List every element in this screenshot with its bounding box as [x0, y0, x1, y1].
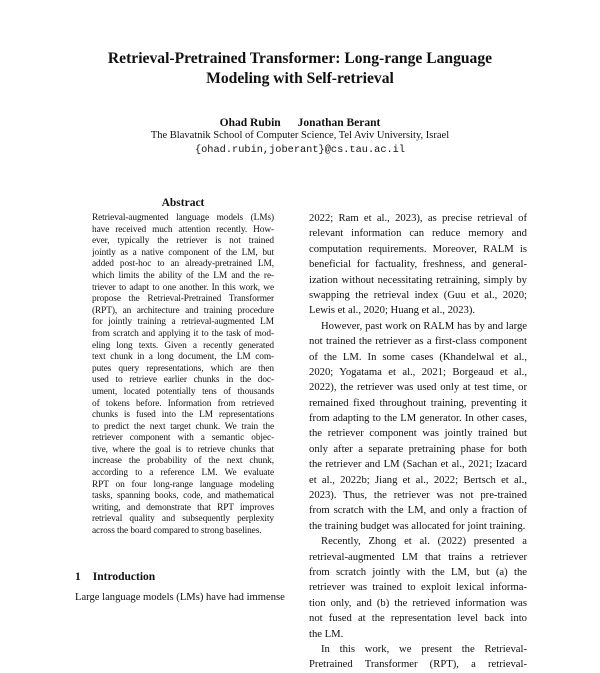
- body-line: beneficial for factuality, freshness, and general-: [309, 259, 527, 271]
- body-line: Lewis et al., 2020; Huang et al., 2023).: [309, 305, 476, 317]
- abstract-line: of tokens before. Information from retrieved: [92, 398, 274, 409]
- abstract-heading: Abstract: [161, 197, 205, 209]
- abstract-line: used to retrieve earlier chunks in the doc-: [92, 375, 274, 386]
- body-line: 2023). Thus, the retriever was not pre-trained: [309, 490, 527, 502]
- abstract-line: putes query representations, which are then: [92, 363, 274, 374]
- body-line: retrieval-augmented LM that trains a retriever: [309, 551, 527, 563]
- body-line: from scratch jointly with the LM, but (a) the: [309, 566, 527, 578]
- abstract-line: writing, and demonstrate that RPT improves: [92, 502, 274, 513]
- body-line: computation requirements. Moreover, RALM is: [309, 243, 527, 255]
- body-line: of the LM. In some cases (Khandelwal et al.,: [309, 351, 527, 363]
- section-number: 1: [75, 571, 81, 583]
- abstract-line: (RPT), an architecture and training procedure: [92, 305, 274, 316]
- body-line: remained fixed throughout training, preventing it: [309, 397, 527, 409]
- abstract-line: for jointly training a retrieval-augmented LM: [92, 317, 274, 328]
- body-line: not fused at the representation level back into: [309, 613, 527, 625]
- affiliation: The Blavatnik School of Computer Science, Tel Aviv University, Israel: [150, 130, 450, 141]
- abstract-line: retriever component with a semantic objec-: [92, 433, 274, 444]
- body-line: from scratch with the LM, and only a fraction of: [309, 505, 527, 517]
- author-name: Jonathan Berant: [297, 117, 381, 129]
- abstract-line: ument, located potentially tens of thousands: [92, 386, 274, 397]
- body-line: the retriever and LM (Sachan et al., 2021; Izacard: [309, 459, 527, 471]
- body-line: 2020; Yogatama et al., 2021; Borgeaud et al.,: [309, 366, 527, 378]
- section-title: Introduction: [92, 571, 156, 583]
- body-line: retriever was trained to exploit lexical informa-: [309, 582, 527, 594]
- abstract-line: have received much attention recently. How-: [92, 224, 274, 235]
- body-line: the training budget was allocated for joint training.: [309, 520, 526, 532]
- body-line: only after a separate pretraining phase for both: [309, 443, 527, 455]
- body-line: However, past work on RALM has by and large: [321, 320, 527, 332]
- abstract-line: triever to adapt to one another. In this work, we: [92, 282, 274, 293]
- title-line-1: Retrieval-Pretrained Transformer: Long-range Language: [107, 50, 493, 67]
- body-line: the LM.: [309, 628, 344, 640]
- abstract-line: jointly as a native component of the LM, but: [92, 247, 274, 258]
- body-line: swapping the retrieval index (Guu et al., 2020;: [309, 289, 527, 301]
- abstract-line: across the board compared to strong baselines.: [92, 526, 262, 537]
- title-line-2: Modeling with Self-retrieval: [206, 70, 394, 87]
- author-list: [0, 116, 600, 130]
- body-line: 2022; Ram et al., 2023), as precise retrieval of: [309, 213, 527, 224]
- author-name: Ohad Rubin: [219, 117, 281, 129]
- abstract-line: Retrieval-augmented language models (LMs): [92, 213, 274, 223]
- abstract-line: increase the probability of the next chunk,: [92, 456, 274, 467]
- body-line: relevant information can reduce memory and: [309, 228, 527, 240]
- body-line: et al., 2022b; Jiang et al., 2022; Bertsch et al.,: [309, 474, 527, 486]
- body-line: not trained the retriever as a first-class component: [309, 336, 527, 348]
- paper-title: [40, 49, 560, 89]
- abstract-line: chunks is fused into the LM representations: [92, 410, 274, 421]
- body-line: tion only, and (b) the retrieved information was: [309, 597, 527, 609]
- abstract-line: text chunk in a long document, the LM com-: [92, 352, 274, 363]
- abstract-line: according to a reference LM. We evaluate: [92, 468, 274, 479]
- abstract-line: tasks, spanning books, code, and mathematical: [92, 491, 274, 502]
- abstract-line: retrieval quality and subsequently perplexity: [92, 514, 274, 525]
- body-line: from adapting to the LM generator. In other cases,: [309, 413, 527, 425]
- abstract-line: which limits the ability of the LM and the re-: [92, 270, 274, 281]
- author-email: {ohad.rubin,joberant}@cs.tau.ac.il: [194, 144, 406, 156]
- body-line: ization without necessitating retraining, simply by: [309, 274, 527, 286]
- right-column-body: [309, 211, 527, 673]
- abstract-line: added post-hoc to an already-pretrained LM,: [92, 259, 274, 270]
- body-line: In this work, we present the Retrieval-: [321, 643, 527, 655]
- abstract-line: RPT on four long-range language modeling: [92, 479, 274, 490]
- body-line: the retriever component was jointly trained but: [309, 428, 527, 440]
- abstract-line: eling long texts. Given a recently generated: [92, 340, 274, 351]
- abstract-line: to predict the next target chunk. We train the: [92, 421, 274, 432]
- abstract-line: from scratch and applying it to the task of mod-: [92, 328, 274, 339]
- abstract-line: tive, where the goal is to retrieve chunks that: [92, 444, 274, 455]
- abstract-body: [92, 213, 274, 538]
- body-line: Pretrained Transformer (RPT), a retrieval-: [309, 659, 527, 671]
- body-line: Recently, Zhong et al. (2022) presented a: [321, 536, 527, 548]
- intro-first-line: Large language models (LMs) have had immense: [75, 592, 285, 603]
- abstract-line: propose the Retrieval-Pretrained Transformer: [92, 294, 274, 305]
- abstract-line: ever, typically the retriever is not trained: [92, 236, 274, 247]
- section-heading-introduction: [75, 570, 155, 584]
- body-line: 2022), the retriever was used only at test time, or: [309, 382, 527, 394]
